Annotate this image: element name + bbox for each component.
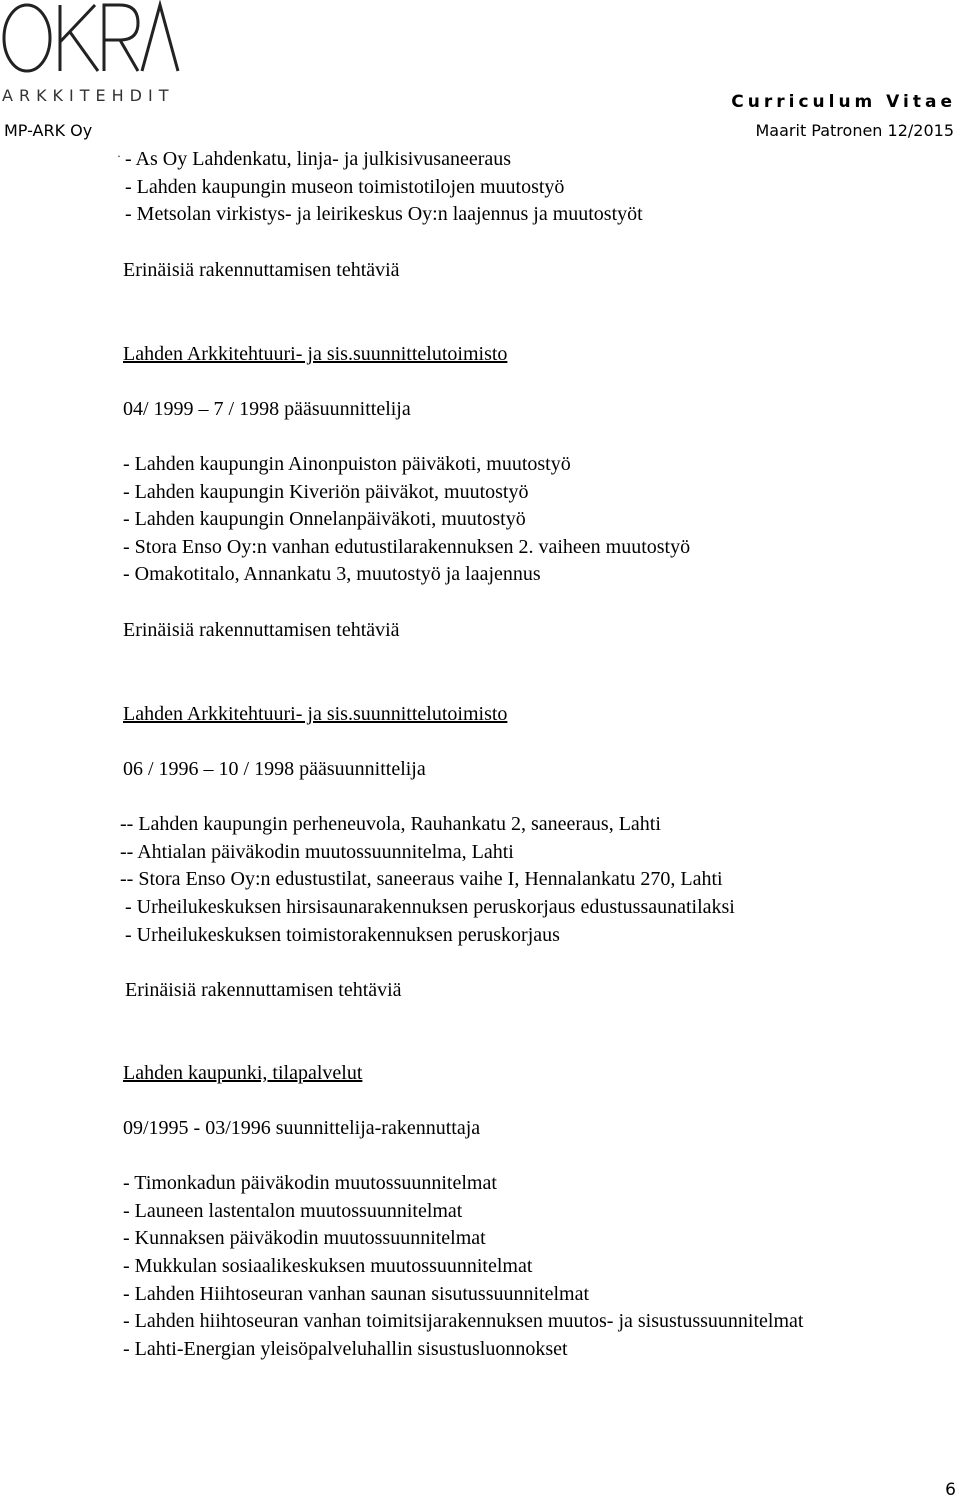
section-period: 09/1995 - 03/1996 suunnittelija-rakennuttaja: [123, 1117, 481, 1139]
list-item: - As Oy Lahdenkatu, linja- ja julkisivusaneeraus: [125, 148, 512, 170]
list-item: - Urheilukeskuksen toimistorakennuksen peruskorjaus: [125, 924, 560, 946]
section-period: 04/ 1999 – 7 / 1998 pääsuunnittelija: [123, 398, 411, 420]
list-item: - Lahden hiihtoseuran vanhan toimitsijarakennuksen muutos- ja sisustussuunnitelmat: [123, 1310, 804, 1332]
list-item: - Launeen lastentalon muutossuunnitelmat: [123, 1200, 463, 1222]
list-item: - Urheilukeskuksen hirsisaunarakennuksen peruskorjaus edustussaunatilaksi: [125, 896, 735, 918]
bullet-marker: ·: [117, 149, 121, 163]
logo-letter-a: [142, 5, 178, 71]
list-item: - Mukkulan sosiaalikeskuksen muutossuunnitelmat: [123, 1255, 533, 1277]
list-item: - Omakotitalo, Annankatu 3, muutostyö ja laajennus: [123, 563, 541, 585]
logo-letter-o: [4, 5, 50, 71]
section-heading: Lahden Arkkitehtuuri- ja sis.suunnittelutoimisto: [123, 343, 508, 365]
note-text: Erinäisiä rakennuttamisen tehtäviä: [125, 979, 402, 1001]
section-period: 06 / 1996 – 10 / 1998 pääsuunnittelija: [123, 758, 426, 780]
list-item: - Lahden kaupungin museon toimistotilojen muutostyö: [125, 176, 565, 198]
list-item: - Metsolan virkistys- ja leirikeskus Oy:n laajennus ja muutostyöt: [125, 203, 643, 225]
list-item: - Kunnaksen päiväkodin muutossuunnitelmat: [123, 1227, 486, 1249]
list-item: - Lahden kaupungin Onnelanpäiväkoti, muutostyö: [123, 508, 526, 530]
list-item: -- Lahden kaupungin perheneuvola, Rauhankatu 2, saneeraus, Lahti: [120, 813, 661, 835]
document-title: Curriculum Vitae: [731, 92, 956, 112]
list-item: - Lahti-Energian yleisöpalveluhallin sisustusluonnokset: [123, 1338, 568, 1360]
list-item: -- Stora Enso Oy:n edustustilat, saneeraus vaihe I, Hennalankatu 270, Lahti: [120, 868, 723, 890]
list-item: - Timonkadun päiväkodin muutossuunnitelmat: [123, 1172, 497, 1194]
list-item: - Lahden kaupungin Ainonpuiston päiväkoti, muutostyö: [123, 453, 571, 475]
author-date: Maarit Patronen 12/2015: [755, 121, 954, 140]
okra-logo: [0, 0, 185, 104]
page-number: 6: [945, 1480, 956, 1500]
list-item: - Lahden kaupungin Kiveriön päiväkot, muutostyö: [123, 481, 529, 503]
note-text: Erinäisiä rakennuttamisen tehtäviä: [123, 619, 400, 641]
logo-letter-r: [104, 5, 138, 71]
note-text: Erinäisiä rakennuttamisen tehtäviä: [123, 259, 400, 281]
logo-subtitle: ARKKITEHDIT: [2, 86, 175, 104]
section-heading: Lahden kaupunki, tilapalvelut: [123, 1062, 363, 1084]
section-heading: Lahden Arkkitehtuuri- ja sis.suunnittelutoimisto: [123, 703, 508, 725]
list-item: - Stora Enso Oy:n vanhan edutustilarakennuksen 2. vaiheen muutostyö: [123, 536, 691, 558]
list-item: - Lahden Hiihtoseuran vanhan saunan sisutussuunnitelmat: [123, 1283, 590, 1305]
list-item: -- Ahtialan päiväkodin muutossuunnitelma, Lahti: [120, 841, 514, 863]
company-name: MP-ARK Oy: [4, 121, 93, 140]
